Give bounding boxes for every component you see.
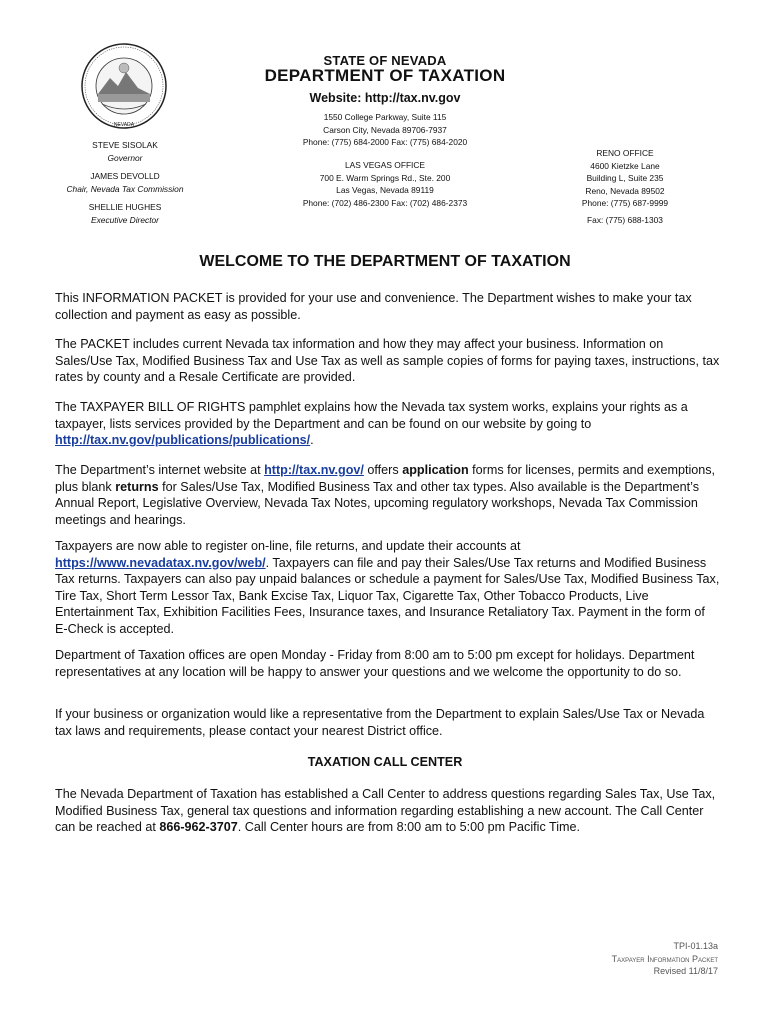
- packet-name: Taxpayer Information Packet: [611, 953, 718, 964]
- paragraph-text: offers: [363, 463, 403, 477]
- lasvegas-city-line: Las Vegas, Nevada 89119: [336, 185, 434, 195]
- paragraph-text: forms for licenses, permits and exemptions, plus blank: [55, 463, 716, 494]
- reno-office: [555, 147, 695, 226]
- reno-phone-line: Phone: (775) 687-9999: [581, 198, 669, 208]
- paragraph-text: . Taxpayers can file and pay their Sales/Use Tax returns and Modified Business Tax returns. Taxpayers can also pay unpaid balances or schedule a payment for Sales/Use Tax, Modified Business Tax, Tire Tax, Short Term Lessor Tax, Bank Excise Tax, Liquor Tax, Cigarette Tax, Other Tobacco Products, Live Entertainment Tax, Exhibition Facilities Fees, Insurance taxes, and Insurance Retaliatory Tax. Payment in the form of E-Check is accepted.: [55, 555, 720, 636]
- chair-name: JAMES DEVOLLD: [90, 171, 160, 181]
- governor-name: STEVE SISOLAK: [92, 140, 158, 150]
- staff-list: [55, 139, 195, 226]
- nevada-state-seal: [80, 42, 168, 130]
- reno-fax-line: Fax: (775) 688-1303: [587, 214, 663, 225]
- lasvegas-phone-line: Phone: (702) 486-2300 Fax: (702) 486-2373: [302, 197, 468, 208]
- lasvegas-address-line: 700 E. Warm Springs Rd., Ste. 200: [319, 172, 451, 183]
- paragraph-text: The TAXPAYER BILL OF RIGHTS pamphlet explains how the Nevada tax system works, explains your rights as a taxpayer, lists services provided by the Department and can be found on our website by going to: [55, 400, 688, 431]
- reno-address-line: 4600 Kietzke Lane: [590, 160, 660, 171]
- publications-link[interactable]: http://tax.nv.gov/publications/publications/: [55, 433, 311, 447]
- paragraph-bill-of-rights: [55, 399, 720, 449]
- svg-text:NEVADA: NEVADA: [113, 122, 135, 128]
- paragraph-representative: [55, 706, 720, 739]
- paragraph-office-hours: [55, 647, 720, 680]
- reno-city-line: Reno, Nevada 89502: [585, 185, 665, 196]
- nevadatax-web-link[interactable]: https://www.nevadatax.nv.gov/web/: [55, 555, 266, 570]
- paragraph-text: Department of Taxation offices are open Monday - Friday from 8:00 am to 5:00 pm except for holidays. Department representatives at any location will be happy to answer your questions and we welcome the opportunity to do so.: [55, 648, 695, 679]
- governor-title: Governor: [107, 152, 143, 163]
- paragraph-call-center: [55, 786, 720, 836]
- paragraph-text: . Call Center hours are from 8:00 am to 5:00 pm Pacific Time.: [237, 820, 581, 834]
- tax-website-link[interactable]: http://tax.nv.gov/: [264, 463, 364, 477]
- carson-address-line: 1550 College Parkway, Suite 115: [323, 112, 447, 122]
- paragraph-text: This INFORMATION PACKET is provided for your use and convenience. The Department wishes to make your tax collection and payment as easy as possible.: [55, 291, 692, 322]
- carson-city-line: Carson City, Nevada 89706-7937: [323, 124, 447, 135]
- footer: [612, 940, 718, 978]
- paragraph-text: for Sales/Use Tax, Modified Business Tax and other tax types. Also available is the Department’s Annual Report, Legislative Overview, Nevada Tax Notes, upcoming regulatory workshops, Nevada Tax Commission meetings and hearings.: [55, 479, 700, 527]
- carson-city-office: [285, 111, 485, 149]
- state-name: STATE OF NEVADA: [323, 53, 447, 68]
- revised-date: Revised 11/8/17: [653, 966, 718, 976]
- bold-text: application: [402, 463, 469, 477]
- call-center-phone: 866-962-3707: [159, 820, 238, 834]
- form-id: TPI-01.13a: [673, 941, 718, 951]
- director-title: Executive Director: [91, 214, 159, 225]
- department-name: DEPARTMENT OF TAXATION: [264, 66, 506, 85]
- reno-office-name: RENO OFFICE: [596, 148, 654, 158]
- paragraph-text: The Department’s internet website at: [55, 463, 265, 477]
- paragraph-packet-contents: [55, 336, 720, 386]
- lasvegas-office-name: LAS VEGAS OFFICE: [344, 160, 426, 170]
- paragraph-text: The PACKET includes current Nevada tax information and how they may affect your business. Information on Sales/Use Tax, Modified Business Tax and Use Tax as well as sample copies of forms for paying taxes, instructions, tax rates by county and a Resale Certificate are provided.: [55, 337, 720, 384]
- call-center-heading: TAXATION CALL CENTER: [307, 755, 463, 769]
- paragraph-text: If your business or organization would like a representative from the Department to explain Sales/Use Tax or Nevada tax laws and requirements, please contact your nearest District office.: [55, 707, 705, 738]
- paragraph-online-services: [55, 538, 720, 637]
- welcome-title: WELCOME TO THE DEPARTMENT OF TAXATION: [199, 253, 571, 270]
- paragraph-text: The Nevada Department of Taxation has established a Call Center to address questions regarding Sales Tax, Use Tax, Modified Business Tax, general tax questions and information regarding establishing a new account. The Call Center can be reached at: [55, 787, 716, 834]
- chair-title: Chair, Nevada Tax Commission: [66, 183, 184, 194]
- bold-text: returns: [115, 479, 159, 494]
- paragraph-text: Taxpayers are now able to register on-line, file returns, and update their accounts at: [55, 539, 521, 553]
- reno-suite-line: Building L, Suite 235: [586, 173, 664, 183]
- paragraph-text: .: [310, 433, 314, 447]
- las-vegas-office: [285, 159, 485, 209]
- carson-phone-line: Phone: (775) 684-2000 Fax: (775) 684-2020: [302, 137, 468, 147]
- website-heading: Website: http://tax.nv.gov: [309, 91, 461, 105]
- paragraph-website: [55, 462, 720, 528]
- paragraph-info-packet: [55, 290, 720, 323]
- director-name: SHELLIE HUGHES: [88, 202, 162, 212]
